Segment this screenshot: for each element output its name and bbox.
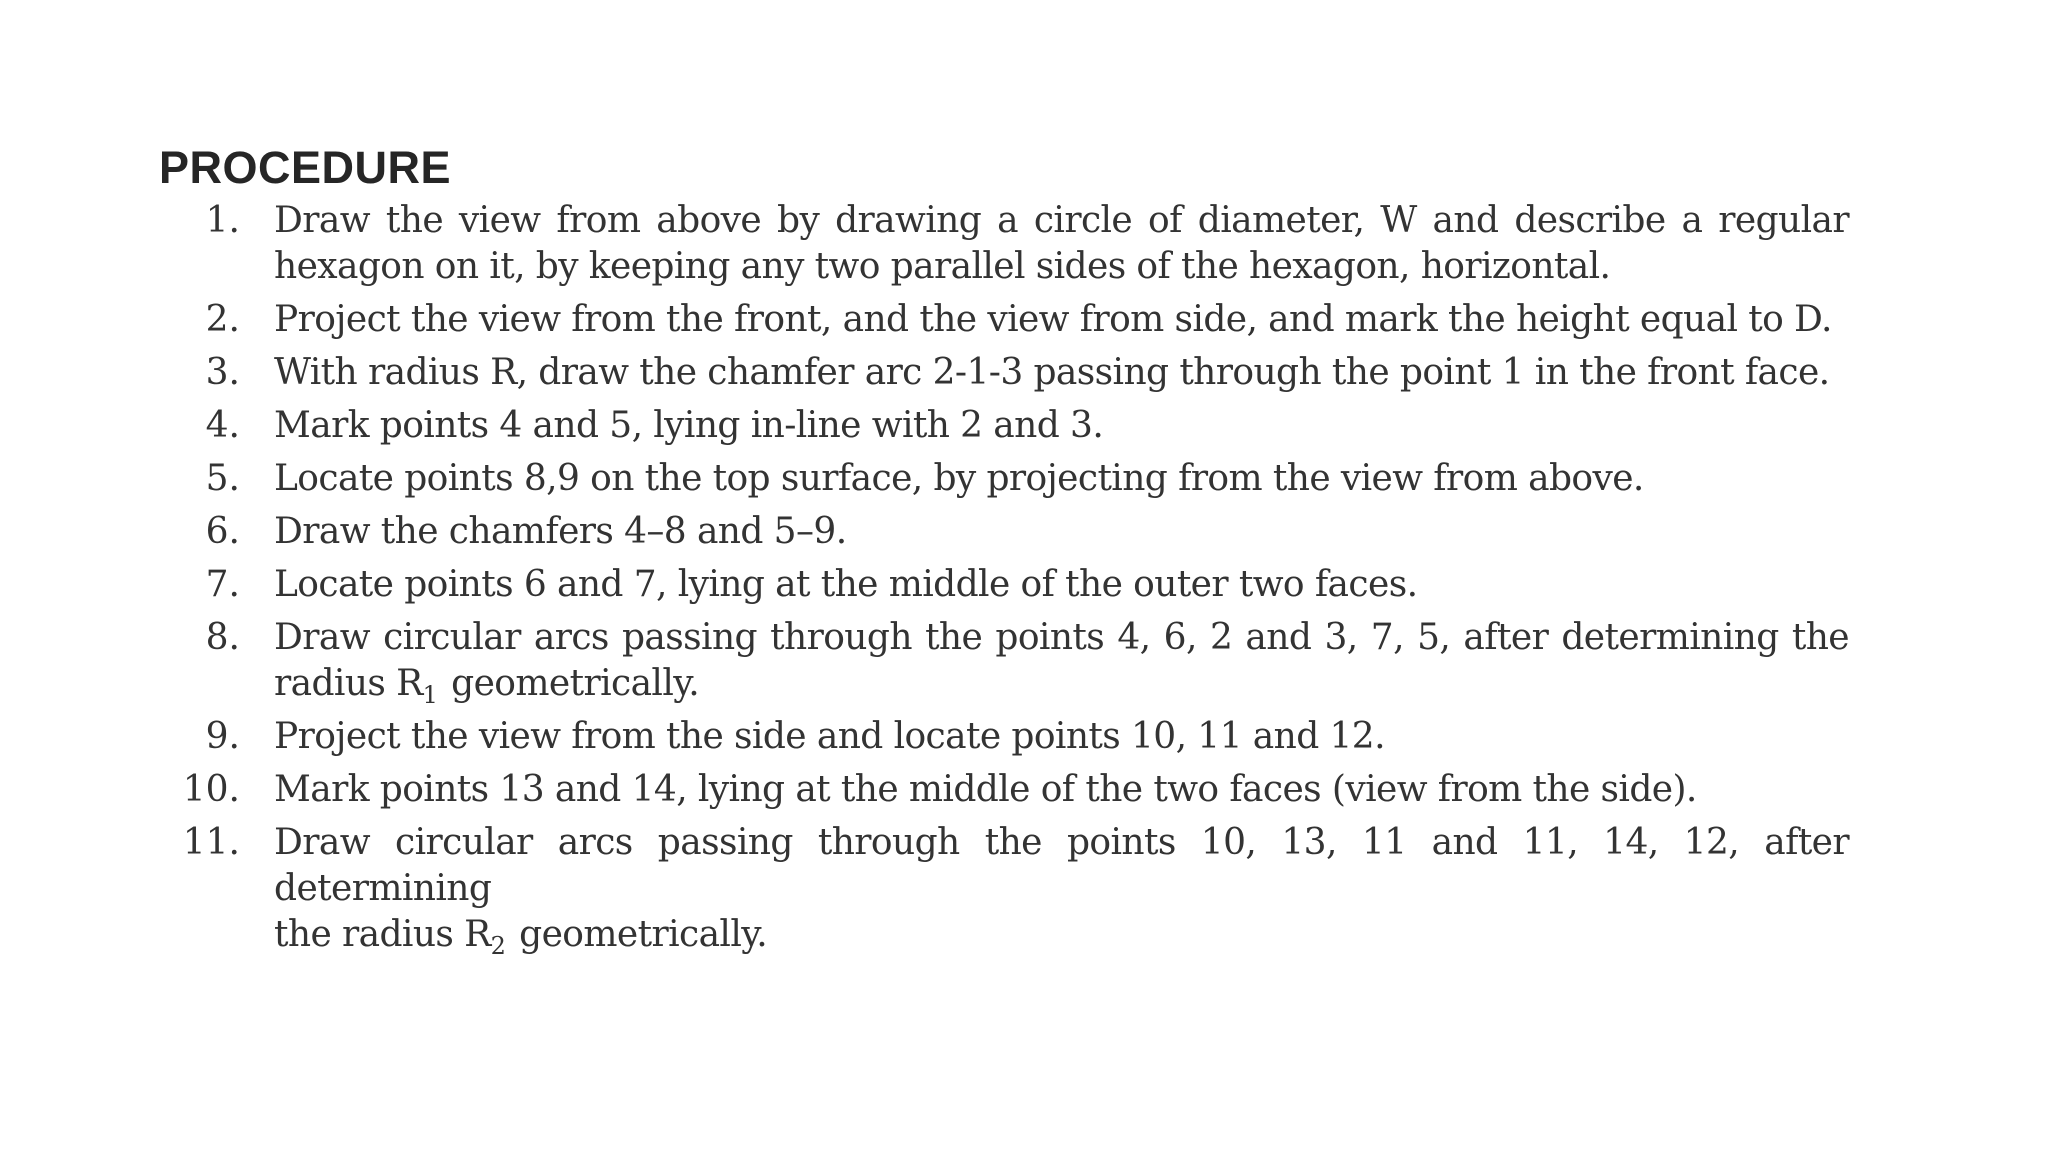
step-text-fragment: geometrically.	[440, 663, 700, 704]
step-number: 6.	[205, 511, 240, 552]
list-item	[159, 297, 1849, 343]
list-item	[159, 350, 1849, 396]
subscript: 1	[422, 681, 438, 709]
step-text-fragment: the radius R	[274, 914, 491, 955]
document-page	[159, 140, 1849, 965]
step-number: 8.	[205, 617, 240, 658]
step-text-line: hexagon on it, by keeping any two parallel sides of the hexagon, horizontal.	[274, 246, 1611, 287]
step-number: 5.	[205, 458, 240, 499]
step-text-line: Draw circular arcs passing through the points 4, 6, 2 and 3, 7, 5, after determining the	[274, 617, 1849, 658]
step-text-fragment: geometrically.	[508, 914, 768, 955]
list-item	[159, 714, 1849, 760]
step-text-line	[274, 914, 768, 960]
list-item	[159, 456, 1849, 502]
list-item	[159, 615, 1849, 707]
step-text-line: Draw circular arcs passing through the points 10, 13, 11 and 11, 14, 12, after determining	[274, 822, 1849, 909]
step-number: 2.	[205, 299, 240, 340]
step-text: Mark points 13 and 14, lying at the middle of the two faces (view from the side).	[274, 769, 1697, 810]
step-number: 1.	[205, 200, 240, 241]
step-number: 10.	[182, 769, 240, 810]
step-text: Locate points 8,9 on the top surface, by projecting from the view from above.	[274, 458, 1644, 499]
step-text-line	[274, 663, 700, 709]
step-text: Project the view from the front, and the view from side, and mark the height equal to D.	[274, 299, 1832, 340]
subscript: 2	[490, 932, 506, 960]
step-text: Draw the chamfers 4–8 and 5–9.	[274, 511, 847, 552]
step-text	[274, 198, 1849, 290]
step-text-fragment: radius R	[274, 663, 423, 704]
step-text	[274, 615, 1849, 707]
list-item	[159, 509, 1849, 555]
step-number: 4.	[205, 405, 240, 446]
step-text: Locate points 6 and 7, lying at the middle of the outer two faces.	[274, 564, 1418, 605]
list-item	[159, 198, 1849, 290]
step-number: 11.	[182, 822, 240, 863]
list-item	[159, 767, 1849, 813]
step-number: 3.	[205, 352, 240, 393]
step-text-line: Draw the view from above by drawing a circle of diameter, W and describe a regular	[274, 200, 1849, 241]
list-item	[159, 403, 1849, 449]
step-number: 7.	[205, 564, 240, 605]
section-heading: PROCEDURE	[159, 142, 452, 193]
list-item	[159, 562, 1849, 608]
step-text: Project the view from the side and locate points 10, 11 and 12.	[274, 716, 1385, 757]
step-text: With radius R, draw the chamfer arc 2-1-3 passing through the point 1 in the front face.	[274, 352, 1830, 393]
step-number: 9.	[205, 716, 240, 757]
step-text	[274, 820, 1849, 958]
step-text: Mark points 4 and 5, lying in-line with 2 and 3.	[274, 405, 1104, 446]
list-item	[159, 820, 1849, 958]
procedure-list	[159, 198, 1849, 958]
